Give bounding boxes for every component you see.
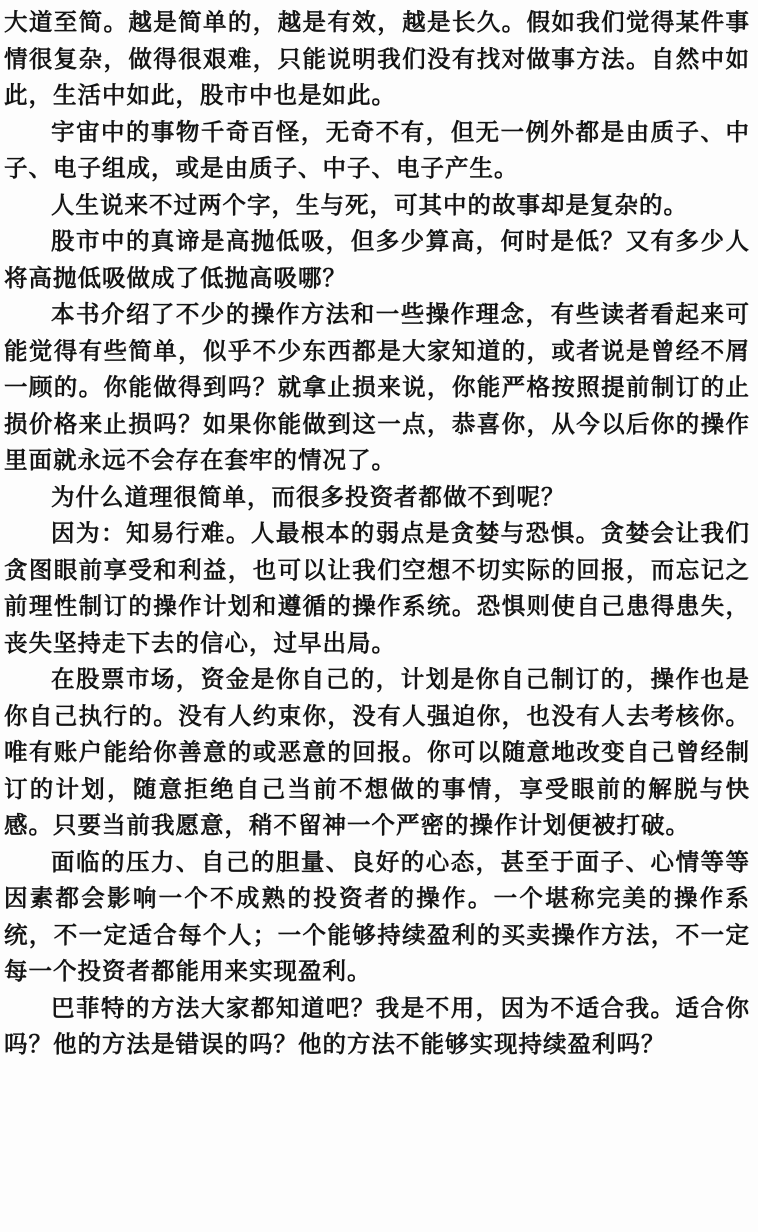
paragraph-4: 股市中的真谛是高抛低吸，但多少算高，何时是低？又有多少人将高抛低吸做成了低抛高吸哪？ — [4, 227, 750, 292]
paragraph-9: 面临的压力、自己的胆量、良好的心态，甚至于面子、心情等等因素都会影响一个不成熟的投资者的操作。一个堪称完美的操作系统，不一定适合每个人；一个能够持续盈利的买卖操作方法，不一定每一个投资者都能用来实现盈利。 — [4, 847, 750, 985]
paragraph-3: 人生说来不过两个字，生与死，可其中的故事却是复杂的。 — [51, 190, 688, 219]
paragraph-2: 宇宙中的事物千奇百怪，无奇不有，但无一例外都是由质子、中子、电子组成，或是由质子、中子、电子产生。 — [4, 117, 750, 182]
paragraph-7: 因为：知易行难。人最根本的弱点是贪婪与恐惧。贪婪会让我们贪图眼前享受和利益，也可以让我们空想不切实际的回报，而忘记之前理性制订的操作计划和遵循的操作系统。恐惧则使自己患得患失，丧失坚持走下去的信心，过早出局。 — [4, 519, 750, 657]
paragraph-5: 本书介绍了不少的操作方法和一些操作理念，有些读者看起来可能觉得有些简单，似乎不少东西都是大家知道的，或者说是曾经不屑一顾的。你能做得到吗？就拿止损来说，你能严格按照提前制订的止损价格来止损吗？如果你能做到这一点，恭喜你，从今以后你的操作里面就永远不会存在套牢的情况了。 — [4, 300, 750, 474]
body-text — [4, 4, 750, 1063]
paragraph-6: 为什么道理很简单，而很多投资者都做不到呢？ — [51, 482, 566, 511]
paragraph-1: 大道至简。越是简单的，越是有效，越是长久。假如我们觉得某件事情很复杂，做得很艰难，只能说明我们没有找对做事方法。自然中如此，生活中如此，股市中也是如此。 — [4, 8, 750, 109]
paragraph-8: 在股票市场，资金是你自己的，计划是你自己制订的，操作也是你自己执行的。没有人约束你，没有人强迫你，也没有人去考核你。唯有账户能给你善意的或恶意的回报。你可以随意地改变自己曾经制订的计划，随意拒绝自己当前不想做的事情，享受眼前的解脱与快感。只要当前我愿意，稍不留神一个严密的操作计划便被打破。 — [4, 665, 750, 839]
paragraph-10: 巴菲特的方法大家都知道吧？我是不用，因为不适合我。适合你吗？他的方法是错误的吗？他的方法不能够实现持续盈利吗？ — [4, 993, 750, 1058]
